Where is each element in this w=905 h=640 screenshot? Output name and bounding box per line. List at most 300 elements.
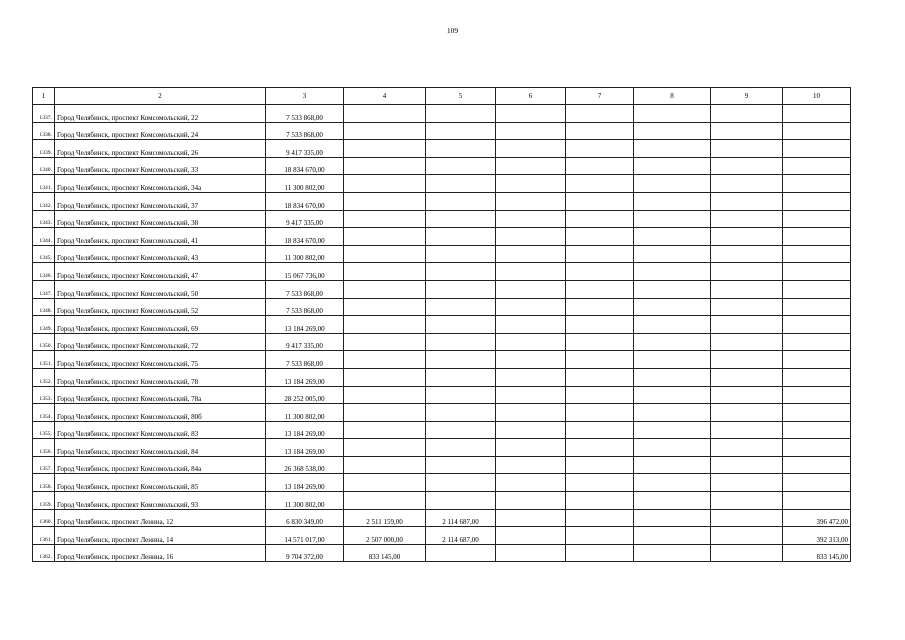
col3-cell: 13 184 269,00 xyxy=(266,368,344,386)
row-number-cell: 1361. xyxy=(33,527,55,545)
col5-cell xyxy=(426,474,496,492)
table-row xyxy=(33,456,851,474)
col7-cell xyxy=(566,280,634,298)
col9-cell xyxy=(711,421,783,439)
col3-cell: 9 417 335,00 xyxy=(266,333,344,351)
col10-cell xyxy=(783,386,851,404)
col5-cell xyxy=(426,298,496,316)
col8-cell xyxy=(634,439,711,457)
col3-cell: 18 834 670,00 xyxy=(266,157,344,175)
col5-cell xyxy=(426,263,496,281)
address-cell: Город Челябинск, проспект Комсомольский, 52 xyxy=(55,298,266,316)
col4-cell xyxy=(344,456,426,474)
col6-cell xyxy=(496,439,566,457)
col5-cell xyxy=(426,386,496,404)
col7-cell xyxy=(566,122,634,140)
col4-cell xyxy=(344,245,426,263)
col8-cell xyxy=(634,157,711,175)
col10-cell xyxy=(783,122,851,140)
row-number-cell: 1346. xyxy=(33,263,55,281)
col7-cell xyxy=(566,527,634,545)
col10-cell xyxy=(783,351,851,369)
col5-cell xyxy=(426,140,496,158)
col3-cell: 13 184 269,00 xyxy=(266,439,344,457)
col6-cell xyxy=(496,192,566,210)
col6-cell xyxy=(496,404,566,422)
col6-cell xyxy=(496,421,566,439)
col8-cell xyxy=(634,192,711,210)
table-row xyxy=(33,368,851,386)
col8-cell xyxy=(634,474,711,492)
col5-cell xyxy=(426,210,496,228)
row-number-cell: 1341. xyxy=(33,175,55,193)
column-header: 1 xyxy=(33,88,55,105)
col4-cell xyxy=(344,280,426,298)
col8-cell xyxy=(634,544,711,562)
col5-cell xyxy=(426,368,496,386)
col8-cell xyxy=(634,492,711,510)
col6-cell xyxy=(496,474,566,492)
address-cell: Город Челябинск, проспект Комсомольский, 34а xyxy=(55,175,266,193)
col3-cell: 15 067 736,00 xyxy=(266,263,344,281)
col3-cell: 7 533 868,00 xyxy=(266,280,344,298)
col9-cell xyxy=(711,210,783,228)
col9-cell xyxy=(711,157,783,175)
col10-cell xyxy=(783,105,851,123)
table-row xyxy=(33,210,851,228)
col7-cell xyxy=(566,368,634,386)
col8-cell xyxy=(634,333,711,351)
table-row xyxy=(33,439,851,457)
row-number-cell: 1362. xyxy=(33,544,55,562)
col6-cell xyxy=(496,228,566,246)
table-row xyxy=(33,140,851,158)
column-header: 9 xyxy=(711,88,783,105)
col8-cell xyxy=(634,280,711,298)
col5-cell xyxy=(426,192,496,210)
col4-cell: 2 511 159,00 xyxy=(344,509,426,527)
table-row xyxy=(33,386,851,404)
col10-cell xyxy=(783,333,851,351)
col8-cell xyxy=(634,210,711,228)
col8-cell xyxy=(634,175,711,193)
col9-cell xyxy=(711,140,783,158)
row-number-cell: 1357. xyxy=(33,456,55,474)
col8-cell xyxy=(634,386,711,404)
row-number-cell: 1339. xyxy=(33,140,55,158)
address-cell: Город Челябинск, проспект Комсомольский, 41 xyxy=(55,228,266,246)
col4-cell: 2 507 000,00 xyxy=(344,527,426,545)
col9-cell xyxy=(711,368,783,386)
table-row xyxy=(33,351,851,369)
col8-cell xyxy=(634,456,711,474)
col6-cell xyxy=(496,263,566,281)
col3-cell: 11 300 802,00 xyxy=(266,492,344,510)
col4-cell xyxy=(344,316,426,334)
col9-cell xyxy=(711,280,783,298)
col4-cell xyxy=(344,105,426,123)
col6-cell xyxy=(496,351,566,369)
table-row xyxy=(33,316,851,334)
col9-cell xyxy=(711,175,783,193)
col4-cell xyxy=(344,192,426,210)
col10-cell xyxy=(783,157,851,175)
col6-cell xyxy=(496,544,566,562)
column-header: 3 xyxy=(266,88,344,105)
col9-cell xyxy=(711,439,783,457)
table-row xyxy=(33,175,851,193)
table-row xyxy=(33,105,851,123)
col9-cell xyxy=(711,333,783,351)
row-number-cell: 1360. xyxy=(33,509,55,527)
col7-cell xyxy=(566,509,634,527)
col5-cell xyxy=(426,316,496,334)
row-number-cell: 1344. xyxy=(33,228,55,246)
column-header: 5 xyxy=(426,88,496,105)
col10-cell xyxy=(783,421,851,439)
address-cell: Город Челябинск, проспект Комсомольский, 84а xyxy=(55,456,266,474)
col9-cell xyxy=(711,105,783,123)
column-header: 10 xyxy=(783,88,851,105)
row-number-cell: 1342. xyxy=(33,192,55,210)
col7-cell xyxy=(566,228,634,246)
col8-cell xyxy=(634,316,711,334)
table-body xyxy=(33,105,851,562)
table-row xyxy=(33,192,851,210)
address-cell: Город Челябинск, проспект Ленина, 16 xyxy=(55,544,266,562)
col7-cell xyxy=(566,544,634,562)
col3-cell: 14 571 017,00 xyxy=(266,527,344,545)
col8-cell xyxy=(634,245,711,263)
register-table xyxy=(32,87,851,562)
page-number: 109 xyxy=(446,26,459,35)
table-row xyxy=(33,404,851,422)
col4-cell xyxy=(344,157,426,175)
col5-cell xyxy=(426,492,496,510)
address-cell: Город Челябинск, проспект Комсомольский, 93 xyxy=(55,492,266,510)
col9-cell xyxy=(711,509,783,527)
table-row xyxy=(33,474,851,492)
col8-cell xyxy=(634,351,711,369)
col3-cell: 7 533 868,00 xyxy=(266,298,344,316)
col10-cell xyxy=(783,298,851,316)
table-row xyxy=(33,298,851,316)
col9-cell xyxy=(711,263,783,281)
col10-cell xyxy=(783,474,851,492)
col4-cell xyxy=(344,140,426,158)
col9-cell xyxy=(711,122,783,140)
col4-cell: 833 145,00 xyxy=(344,544,426,562)
col4-cell xyxy=(344,298,426,316)
col10-cell xyxy=(783,280,851,298)
col3-cell: 28 252 005,00 xyxy=(266,386,344,404)
col3-cell: 13 184 269,00 xyxy=(266,316,344,334)
col4-cell xyxy=(344,404,426,422)
address-cell: Город Челябинск, проспект Комсомольский, 47 xyxy=(55,263,266,281)
col4-cell xyxy=(344,122,426,140)
col8-cell xyxy=(634,368,711,386)
col8-cell xyxy=(634,509,711,527)
col10-cell: 833 145,00 xyxy=(783,544,851,562)
row-number-cell: 1337. xyxy=(33,105,55,123)
col10-cell xyxy=(783,316,851,334)
col10-cell: 392 313,00 xyxy=(783,527,851,545)
col5-cell xyxy=(426,456,496,474)
col6-cell xyxy=(496,105,566,123)
col7-cell xyxy=(566,140,634,158)
col8-cell xyxy=(634,263,711,281)
col3-cell: 7 533 868,00 xyxy=(266,351,344,369)
address-cell: Город Челябинск, проспект Комсомольский, 37 xyxy=(55,192,266,210)
col6-cell xyxy=(496,157,566,175)
col6-cell xyxy=(496,175,566,193)
col7-cell xyxy=(566,421,634,439)
column-header: 4 xyxy=(344,88,426,105)
row-number-cell: 1359. xyxy=(33,492,55,510)
address-cell: Город Челябинск, проспект Комсомольский, 84 xyxy=(55,439,266,457)
col3-cell: 18 834 670,00 xyxy=(266,192,344,210)
col6-cell xyxy=(496,298,566,316)
col5-cell xyxy=(426,157,496,175)
col9-cell xyxy=(711,228,783,246)
col3-cell: 6 830 349,00 xyxy=(266,509,344,527)
col5-cell xyxy=(426,439,496,457)
row-number-cell: 1345. xyxy=(33,245,55,263)
table-row xyxy=(33,157,851,175)
col5-cell xyxy=(426,421,496,439)
col5-cell: 2 114 687,00 xyxy=(426,527,496,545)
row-number-cell: 1353. xyxy=(33,386,55,404)
col5-cell xyxy=(426,245,496,263)
col6-cell xyxy=(496,122,566,140)
col9-cell xyxy=(711,544,783,562)
col9-cell xyxy=(711,316,783,334)
header-row xyxy=(33,88,851,105)
col6-cell xyxy=(496,245,566,263)
row-number-cell: 1347. xyxy=(33,280,55,298)
col9-cell xyxy=(711,298,783,316)
col3-cell: 13 184 269,00 xyxy=(266,421,344,439)
col4-cell xyxy=(344,210,426,228)
address-cell: Город Челябинск, проспект Комсомольский, 69 xyxy=(55,316,266,334)
col7-cell xyxy=(566,456,634,474)
col3-cell: 11 300 802,00 xyxy=(266,175,344,193)
col3-cell: 13 184 269,00 xyxy=(266,474,344,492)
address-cell: Город Челябинск, проспект Комсомольский, 72 xyxy=(55,333,266,351)
col8-cell xyxy=(634,105,711,123)
col7-cell xyxy=(566,386,634,404)
col8-cell xyxy=(634,298,711,316)
col7-cell xyxy=(566,492,634,510)
table-row xyxy=(33,421,851,439)
address-cell: Город Челябинск, проспект Ленина, 12 xyxy=(55,509,266,527)
address-cell: Город Челябинск, проспект Комсомольский, 43 xyxy=(55,245,266,263)
col7-cell xyxy=(566,105,634,123)
col9-cell xyxy=(711,474,783,492)
row-number-cell: 1352. xyxy=(33,368,55,386)
col4-cell xyxy=(344,386,426,404)
col10-cell xyxy=(783,192,851,210)
col6-cell xyxy=(496,333,566,351)
col10-cell xyxy=(783,210,851,228)
col9-cell xyxy=(711,245,783,263)
col6-cell xyxy=(496,386,566,404)
column-header: 6 xyxy=(496,88,566,105)
col7-cell xyxy=(566,474,634,492)
col6-cell xyxy=(496,210,566,228)
col6-cell xyxy=(496,456,566,474)
address-cell: Город Челябинск, проспект Комсомольский, 50 xyxy=(55,280,266,298)
col8-cell xyxy=(634,122,711,140)
col10-cell xyxy=(783,263,851,281)
address-cell: Город Челябинск, проспект Комсомольский, 38 xyxy=(55,210,266,228)
col7-cell xyxy=(566,192,634,210)
address-cell: Город Челябинск, проспект Ленина, 14 xyxy=(55,527,266,545)
col6-cell xyxy=(496,140,566,158)
col5-cell xyxy=(426,280,496,298)
col10-cell xyxy=(783,492,851,510)
col9-cell xyxy=(711,492,783,510)
col8-cell xyxy=(634,404,711,422)
row-number-cell: 1350. xyxy=(33,333,55,351)
table-row xyxy=(33,245,851,263)
col10-cell xyxy=(783,439,851,457)
col10-cell xyxy=(783,456,851,474)
address-cell: Город Челябинск, проспект Комсомольский, 33 xyxy=(55,157,266,175)
table-row xyxy=(33,228,851,246)
col9-cell xyxy=(711,527,783,545)
col8-cell xyxy=(634,228,711,246)
col6-cell xyxy=(496,492,566,510)
address-cell: Город Челябинск, проспект Комсомольский, 26 xyxy=(55,140,266,158)
col8-cell xyxy=(634,140,711,158)
row-number-cell: 1343. xyxy=(33,210,55,228)
col4-cell xyxy=(344,263,426,281)
col10-cell: 396 472,00 xyxy=(783,509,851,527)
col7-cell xyxy=(566,298,634,316)
col3-cell: 9 417 335,00 xyxy=(266,210,344,228)
col7-cell xyxy=(566,333,634,351)
row-number-cell: 1351. xyxy=(33,351,55,369)
col4-cell xyxy=(344,351,426,369)
col5-cell: 2 114 687,00 xyxy=(426,509,496,527)
col7-cell xyxy=(566,351,634,369)
row-number-cell: 1340. xyxy=(33,157,55,175)
row-number-cell: 1338. xyxy=(33,122,55,140)
col3-cell: 18 834 670,00 xyxy=(266,228,344,246)
col3-cell: 7 533 868,00 xyxy=(266,105,344,123)
col6-cell xyxy=(496,280,566,298)
address-cell: Город Челябинск, проспект Комсомольский, 75 xyxy=(55,351,266,369)
col7-cell xyxy=(566,263,634,281)
col5-cell xyxy=(426,228,496,246)
col10-cell xyxy=(783,140,851,158)
col5-cell xyxy=(426,105,496,123)
col9-cell xyxy=(711,456,783,474)
col6-cell xyxy=(496,527,566,545)
col6-cell xyxy=(496,316,566,334)
row-number-cell: 1354. xyxy=(33,404,55,422)
address-cell: Город Челябинск, проспект Комсомольский, 24 xyxy=(55,122,266,140)
col5-cell xyxy=(426,175,496,193)
table-row xyxy=(33,492,851,510)
table-row xyxy=(33,280,851,298)
col10-cell xyxy=(783,228,851,246)
col10-cell xyxy=(783,245,851,263)
table-row xyxy=(33,263,851,281)
col3-cell: 11 300 802,00 xyxy=(266,245,344,263)
col6-cell xyxy=(496,368,566,386)
col4-cell xyxy=(344,421,426,439)
column-header: 8 xyxy=(634,88,711,105)
col3-cell: 11 300 802,00 xyxy=(266,404,344,422)
col3-cell: 7 533 868,00 xyxy=(266,122,344,140)
row-number-cell: 1349. xyxy=(33,316,55,334)
col3-cell: 26 368 538,00 xyxy=(266,456,344,474)
col4-cell xyxy=(344,333,426,351)
col4-cell xyxy=(344,368,426,386)
col7-cell xyxy=(566,245,634,263)
col9-cell xyxy=(711,386,783,404)
row-number-cell: 1358. xyxy=(33,474,55,492)
col7-cell xyxy=(566,157,634,175)
column-header: 7 xyxy=(566,88,634,105)
row-number-cell: 1355. xyxy=(33,421,55,439)
col5-cell xyxy=(426,404,496,422)
row-number-cell: 1348. xyxy=(33,298,55,316)
table-row xyxy=(33,509,851,527)
col9-cell xyxy=(711,404,783,422)
table-row xyxy=(33,333,851,351)
col5-cell xyxy=(426,351,496,369)
col7-cell xyxy=(566,404,634,422)
col4-cell xyxy=(344,492,426,510)
col6-cell xyxy=(496,509,566,527)
table-row xyxy=(33,122,851,140)
column-header: 2 xyxy=(55,88,266,105)
col9-cell xyxy=(711,192,783,210)
col4-cell xyxy=(344,439,426,457)
col5-cell xyxy=(426,544,496,562)
col10-cell xyxy=(783,368,851,386)
col10-cell xyxy=(783,175,851,193)
col4-cell xyxy=(344,228,426,246)
col5-cell xyxy=(426,122,496,140)
row-number-cell: 1356. xyxy=(33,439,55,457)
col7-cell xyxy=(566,439,634,457)
col3-cell: 9 417 335,00 xyxy=(266,140,344,158)
address-cell: Город Челябинск, проспект Комсомольский, 78 xyxy=(55,368,266,386)
table-row xyxy=(33,544,851,562)
col10-cell xyxy=(783,404,851,422)
address-cell: Город Челябинск, проспект Комсомольский, 78а xyxy=(55,386,266,404)
col4-cell xyxy=(344,175,426,193)
col7-cell xyxy=(566,210,634,228)
table-row xyxy=(33,527,851,545)
address-cell: Город Челябинск, проспект Комсомольский, 85 xyxy=(55,474,266,492)
col9-cell xyxy=(711,351,783,369)
col8-cell xyxy=(634,527,711,545)
col3-cell: 9 704 372,00 xyxy=(266,544,344,562)
address-cell: Город Челябинск, проспект Комсомольский, 80б xyxy=(55,404,266,422)
address-cell: Город Челябинск, проспект Комсомольский, 83 xyxy=(55,421,266,439)
col7-cell xyxy=(566,175,634,193)
col4-cell xyxy=(344,474,426,492)
col5-cell xyxy=(426,333,496,351)
col8-cell xyxy=(634,421,711,439)
address-cell: Город Челябинск, проспект Комсомольский, 22 xyxy=(55,105,266,123)
col7-cell xyxy=(566,316,634,334)
